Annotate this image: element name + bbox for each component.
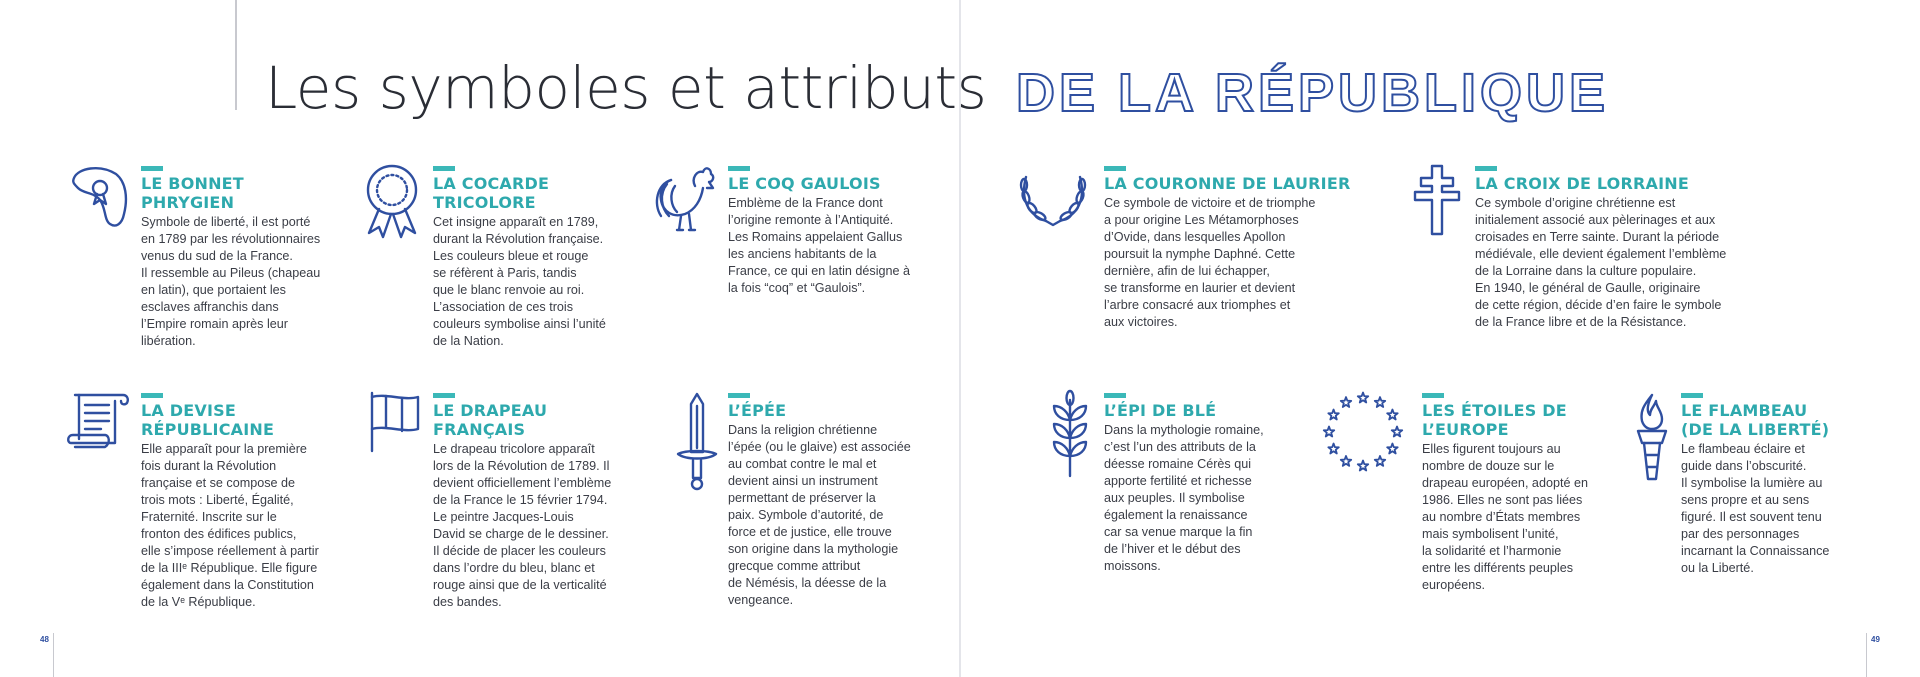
item-epi — [1104, 393, 1314, 575]
item-title: LA DEVISE RÉPUBLICAINE — [141, 401, 275, 439]
star-icon — [1341, 456, 1351, 466]
accent-bar — [728, 393, 750, 398]
item-text: Emblème de la France dont l’origine remonte à l’Antiquité. Les Romains appelaient Gallus les anciens habitants de la France, ce qui en latin désigne à la fois “coq” et “Gaulois”. — [728, 196, 911, 295]
item-etoiles — [1422, 393, 1632, 594]
page-number-right: 49 — [1871, 635, 1880, 644]
page-title-right: DE LA RÉPUBLIQUE — [1016, 63, 1610, 123]
wheat-ear-icon — [1048, 390, 1092, 478]
item-title: LES ÉTOILES DE L’EUROPE — [1422, 401, 1567, 439]
item-bonnet — [141, 166, 341, 350]
accent-bar — [728, 166, 750, 171]
item-title: LA CROIX DE LORRAINE — [1475, 174, 1689, 193]
item-title: LA COCARDE TRICOLORE — [433, 174, 550, 212]
star-icon — [1358, 461, 1368, 471]
item-title: L’ÉPÉE — [728, 401, 787, 420]
item-title: LE COQ GAULOIS — [728, 174, 881, 193]
page-number-left: 48 — [40, 635, 49, 644]
item-title: LE DRAPEAU FRANÇAIS — [433, 401, 548, 439]
title-rule — [235, 0, 237, 110]
star-icon — [1328, 410, 1338, 420]
item-text: Le flambeau éclaire et guide dans l’obscurité. Il symbolise la lumière au sens propre et au sens figuré. Il est souvent tenu par des personnages incarnant la Connaissance ou la Liberté. — [1681, 442, 1830, 575]
accent-bar — [1475, 166, 1497, 171]
item-cocarde — [433, 166, 633, 350]
star-icon — [1375, 397, 1385, 407]
star-icon — [1387, 410, 1397, 420]
item-epee — [728, 393, 938, 609]
item-text: Dans la religion chrétienne l’épée (ou le glaive) est associée au combat contre le mal et devient ainsi un instrument permettant de préserver la paix. Symbole d’autorité, de force et de justice, elle trouve son origine dans la mythologie grecque comme attribut de Némésis, la déesse de la vengeance. — [728, 423, 911, 607]
item-text: Dans la mythologie romaine, c’est l’un des attributs de la déesse romaine Cérès qui apporte fertilité et richesse aux peuples. Il symbolise également la renaissance car sa venue marque la fin de l’hiver et le début des moissons. — [1104, 423, 1264, 573]
accent-bar — [141, 166, 163, 171]
page-title-left: Les symboles et attributs — [265, 54, 987, 122]
eu-stars-icon — [1321, 390, 1405, 474]
cross-of-lorraine-icon — [1411, 164, 1463, 236]
item-title: LE BONNET PHRYGIEN — [141, 174, 244, 212]
star-icon — [1358, 393, 1368, 403]
item-croix — [1475, 166, 1775, 331]
item-text: Cet insigne apparaît en 1789, durant la Révolution française. Les couleurs bleue et rouge se réfèrent à Paris, tandis que le blanc renvoie au roi. L’association de ces trois couleurs symbolise ainsi l’unité de la Nation. — [433, 215, 606, 348]
laurel-wreath-icon — [1018, 165, 1088, 227]
sword-icon — [674, 392, 720, 496]
item-devise — [141, 393, 351, 611]
star-icon — [1324, 427, 1334, 437]
page-number-rule-right — [1866, 633, 1867, 677]
star-icon — [1392, 427, 1402, 437]
star-icon — [1387, 444, 1397, 454]
torch-icon — [1634, 391, 1670, 485]
accent-bar — [1104, 393, 1126, 398]
item-couronne — [1104, 166, 1364, 331]
accent-bar — [141, 393, 163, 398]
item-title: LA COURONNE DE LAURIER — [1104, 174, 1351, 193]
accent-bar — [1681, 393, 1703, 398]
item-text: Ce symbole de victoire et de triomphe a pour origine Les Métamorphoses d’Ovide, dans lesquelles Apollon poursuit la nymphe Daphné. Cette dernière, afin de lui échapper, se transforme en laurier et devient l’arbre consacré aux triomphes et aux victoires. — [1104, 196, 1316, 329]
item-text: Elle apparaît pour la première fois durant la Révolution française et se compose de trois mots : Liberté, Égalité, Fraternité. Inscrite sur le fronton des édifices publics, elle s’impose réellement à partir de la IIIᵉ République. Elle figure également dans la Constitution de la Vᵉ République. — [141, 442, 319, 609]
accent-bar — [433, 166, 455, 171]
star-icon — [1341, 397, 1351, 407]
rooster-icon — [651, 164, 717, 240]
flag-icon — [368, 391, 422, 453]
rosette-icon — [363, 163, 421, 239]
item-text: Ce symbole d’origine chrétienne est initialement associé aux pèlerinages et aux croisades en Terre sainte. Durant la période médiévale, elle devient également l’emblème de la Lorraine dans la culture populaire. En 1940, le général de Gaulle, originaire de cette région, décide d’en faire le symbole de la France libre et de la Résistance. — [1475, 196, 1727, 329]
item-text: Elles figurent toujours au nombre de douze sur le drapeau européen, adopté en 1986. Elles ne sont pas liées au nombre d’États membres mais symbolisent l’unité, la solidarité et l’harmonie entre les différents peuples européens. — [1422, 442, 1588, 592]
page-number-rule-left — [53, 633, 54, 677]
item-text: Le drapeau tricolore apparaît lors de la Révolution de 1789. Il devient officiellement l’emblème de la France le 15 février 1794. Le peintre Jacques-Louis David se charge de le dessiner. Il décide de placer les couleurs dans l’ordre du bleu, blanc et rouge ainsi que de la verticalité des bandes. — [433, 442, 612, 609]
star-icon — [1328, 444, 1338, 454]
phrygian-cap-icon — [70, 164, 132, 230]
accent-bar — [433, 393, 455, 398]
item-title: L’ÉPI DE BLÉ — [1104, 401, 1217, 420]
item-drapeau — [433, 393, 643, 611]
accent-bar — [1422, 393, 1444, 398]
star-icon — [1375, 456, 1385, 466]
scroll-icon — [65, 391, 131, 451]
item-flambeau — [1681, 393, 1901, 577]
accent-bar — [1104, 166, 1126, 171]
item-text: Symbole de liberté, il est porté en 1789 par les révolutionnaires venus du sud de la France. Il ressemble au Pileus (chapeau en latin), que portaient les esclaves affranchis dans l’Empire romain après leur libération. — [141, 215, 321, 348]
item-title: LE FLAMBEAU (DE LA LIBERTÉ) — [1681, 401, 1830, 439]
item-coq — [728, 166, 938, 297]
